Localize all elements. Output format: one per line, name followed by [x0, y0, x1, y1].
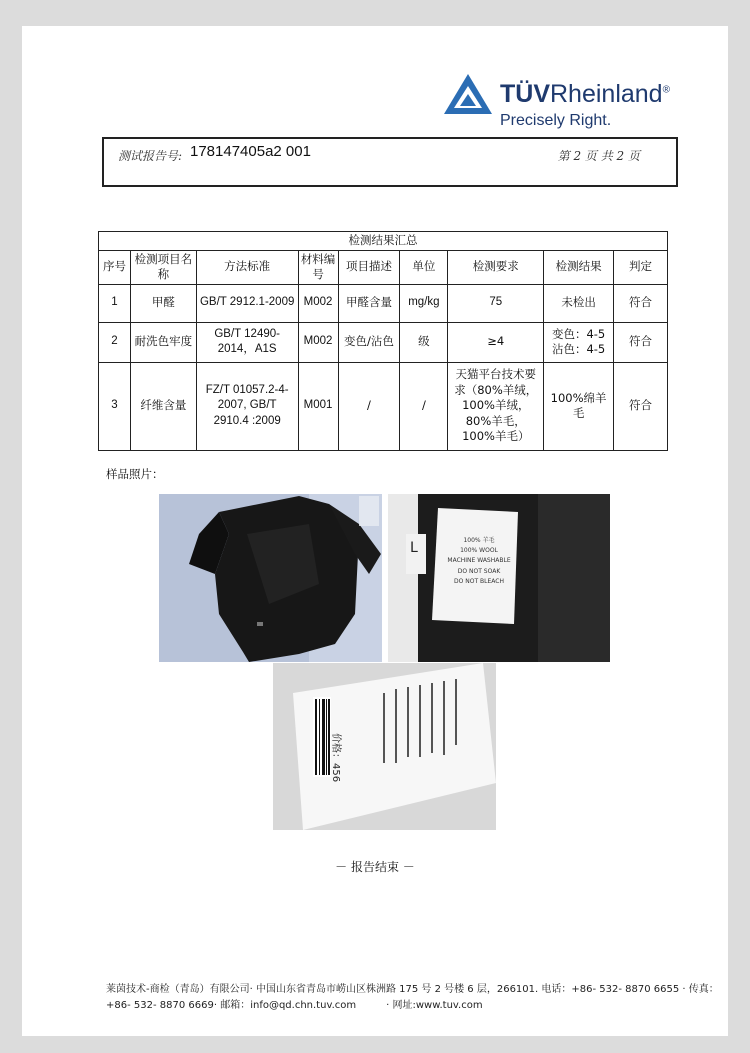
cell-item: 纤维含量 [130, 362, 196, 450]
cell-no: 2 [99, 322, 131, 362]
sample-photo-care-label [388, 494, 610, 662]
cell-method: GB/T 2912.1-2009 [196, 284, 298, 322]
report-number: 178147405a2 001 [190, 143, 311, 160]
label-size: L [410, 540, 418, 556]
table-row [99, 322, 668, 362]
table-row [99, 362, 668, 450]
cell-material: M002 [298, 322, 338, 362]
tag-price: 价格：456 [330, 733, 341, 783]
cell-desc: 变色/沾色 [338, 322, 400, 362]
cell-verdict: 符合 [614, 322, 668, 362]
tuv-logo [442, 72, 672, 132]
hang-tag-image [273, 663, 496, 830]
cell-verdict: 符合 [614, 284, 668, 322]
col-header: 检测项目名称 [130, 250, 196, 284]
cell-item: 甲醛 [130, 284, 196, 322]
cell-unit: 级 [400, 322, 448, 362]
report-number-label: 测试报告号: [118, 149, 183, 163]
cell-method: FZ/T 01057.2-4-2007, GB/T 2910.4 :2009 [196, 362, 298, 450]
col-header: 单位 [400, 250, 448, 284]
sample-photos-label: 样品照片： [106, 467, 164, 481]
table-header-row [99, 250, 668, 284]
page-indicator: 第 2 页 共 2 页 [557, 149, 640, 163]
cell-req: 75 [448, 284, 544, 322]
table-title: 检测结果汇总 [99, 232, 668, 251]
report-end: － 报告结束 － [335, 860, 415, 874]
cell-desc: 甲醛含量 [338, 284, 400, 322]
footer-website: · 网址:www.tuv.com [386, 999, 483, 1011]
brand-name: TÜVRheinland® [500, 80, 670, 108]
cell-no: 3 [99, 362, 131, 450]
cell-result: 100%绵羊毛 [544, 362, 614, 450]
cell-result: 变色：4-5 沾色：4-5 [544, 322, 614, 362]
cell-material: M001 [298, 362, 338, 450]
cell-req: 天猫平台技术要求（80%羊绒，100%羊绒，80%羊毛，100%羊毛） [448, 362, 544, 450]
cell-unit: mg/kg [400, 284, 448, 322]
cell-item: 耐洗色牢度 [130, 322, 196, 362]
footer-line1: 莱茵技术-商检（青岛）有限公司· 中国山东省青岛市崂山区株洲路 175 号 2 号楼 6 层，266101. 电话：+86- 532- 8870 6655 · 传真： [106, 984, 719, 995]
cell-result: 未检出 [544, 284, 614, 322]
col-header: 检测要求 [448, 250, 544, 284]
footer-line2 [106, 998, 706, 1014]
cell-unit: / [400, 362, 448, 450]
cell-desc: / [338, 362, 400, 450]
footer [106, 982, 719, 1013]
cell-verdict: 符合 [614, 362, 668, 450]
report-header-box [102, 137, 678, 187]
results-table [98, 231, 668, 451]
document-page [22, 26, 728, 1036]
sample-photo-garment [159, 494, 382, 662]
col-header: 项目描述 [338, 250, 400, 284]
col-header: 检测结果 [544, 250, 614, 284]
cell-no: 1 [99, 284, 131, 322]
col-header: 判定 [614, 250, 668, 284]
cell-req: ≥4 [448, 322, 544, 362]
garment-image [159, 494, 382, 662]
tagline: Precisely Right. [500, 112, 612, 129]
cell-material: M002 [298, 284, 338, 322]
col-header: 序号 [99, 250, 131, 284]
cell-method: GB/T 12490-2014，A1S [196, 322, 298, 362]
triangle-logo-icon [442, 72, 494, 116]
col-header: 材料编号 [298, 250, 338, 284]
sample-photo-hang-tag [273, 663, 496, 830]
care-label-text: 100% 羊毛 100% WOOL MACHINE WASHABLE DO NOT SOAK DO NOT BLEACH [447, 537, 511, 585]
footer-contact: +86- 532- 8870 6669· 邮箱：info@qd.chn.tuv.com [106, 999, 357, 1011]
col-header: 方法标准 [196, 250, 298, 284]
table-row [99, 284, 668, 322]
